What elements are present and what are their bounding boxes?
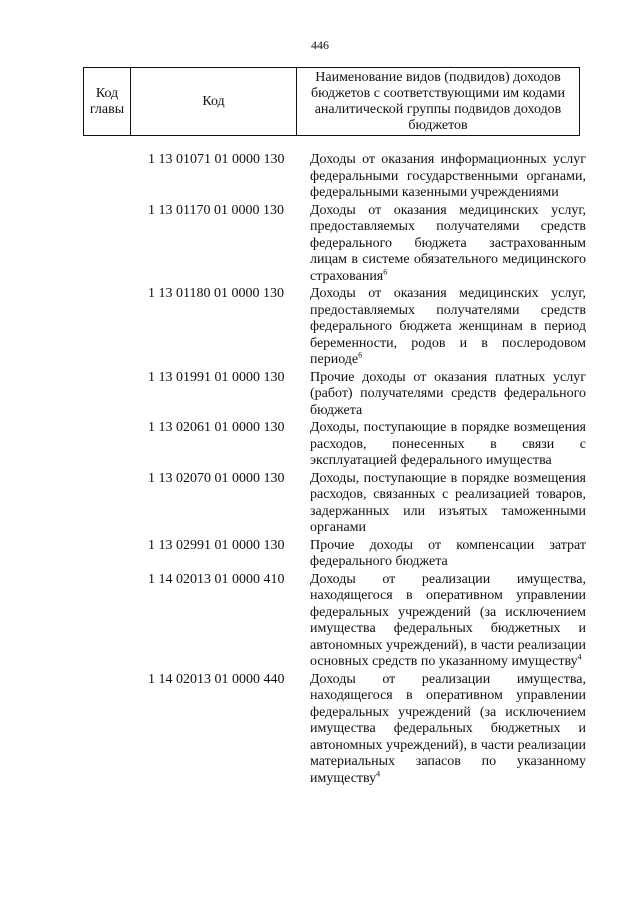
income-list xyxy=(148,152,590,788)
code-header: Код xyxy=(131,68,297,136)
income-code: 1 14 02013 01 0000 440 xyxy=(148,671,285,687)
page-number: 446 xyxy=(311,38,329,52)
income-row-8 xyxy=(148,572,590,671)
income-name: Доходы от реализации имущества, находящегося в оперативном управлении федеральных учреждений (за исключением имущества федеральных бюджетных и автономных учреждений), в части реализации материальных запасов по указанному имуществу$^4$ xyxy=(310,671,586,786)
income-row-9 xyxy=(148,672,590,788)
income-code: 1 13 01991 01 0000 130 xyxy=(148,369,285,385)
income-name: Доходы, поступающие в порядке возмещения расходов, связанных с реализацией товаров, задержанных или изъятых таможенными органами xyxy=(310,470,586,535)
income-code: 1 13 01180 01 0000 130 xyxy=(148,286,284,301)
income-code: 1 13 02070 01 0000 130 xyxy=(148,470,285,486)
name-header: Наименование видов (подвидов) доходов бюджетов с соответствующими им кодами аналитической группы подвидов доходов бюджетов xyxy=(297,68,580,136)
income-code: 1 13 01071 01 0000 130 xyxy=(148,152,285,167)
income-name: Доходы от реализации имущества, находящегося в оперативном управлении федеральных учреждений (за исключением имущества федеральных бюджетных и автономных учреждений), в части реализации основных средств по указанному имуществу$^4$ xyxy=(310,571,586,669)
income-row-1 xyxy=(148,152,590,202)
income-code: 1 13 02061 01 0000 130 xyxy=(148,420,285,435)
footnote-marker: 6 xyxy=(358,350,363,360)
chapter-code-header xyxy=(84,68,131,136)
income-row-3 xyxy=(148,286,590,369)
footnote-marker: 4 xyxy=(577,652,582,662)
income-row-7 xyxy=(148,538,590,571)
income-name: Доходы от оказания медицинских услуг, предоставляемых получателями средств федерального бюджета застрахованным лицам в системе обязательного медицинского страхования$^6$ xyxy=(310,202,586,284)
income-name: Доходы от оказания информационных услуг федеральными государственными органами, федеральными казенными учреждениями xyxy=(310,152,586,200)
income-row-5 xyxy=(148,420,590,470)
table-header xyxy=(83,67,580,136)
chapter-code-header-line1: Код xyxy=(95,85,119,101)
income-code: 1 14 02013 01 0000 410 xyxy=(148,571,285,587)
income-name: Доходы от оказания медицинских услуг, предоставляемых получателями средств федерального бюджета женщинам в период беременности, родов и в послеродовом периоде$^6$ xyxy=(310,286,586,367)
income-name: Прочие доходы от оказания платных услуг (работ) получателями средств федерального бюджета xyxy=(310,369,586,418)
income-row-2 xyxy=(148,203,590,286)
income-row-6 xyxy=(148,471,590,537)
footnote-marker: 4 xyxy=(376,768,381,778)
footnote-marker: 6 xyxy=(383,266,388,276)
income-row-4 xyxy=(148,370,590,420)
income-name: Доходы, поступающие в порядке возмещения расходов, понесенных в связи с эксплуатацией федерального имущества xyxy=(310,420,586,468)
income-name: Прочие доходы от компенсации затрат федерального бюджета xyxy=(310,537,586,569)
income-code: 1 13 01170 01 0000 130 xyxy=(148,202,284,218)
chapter-code-header-line2: главы xyxy=(89,101,125,117)
income-code: 1 13 02991 01 0000 130 xyxy=(148,537,285,553)
